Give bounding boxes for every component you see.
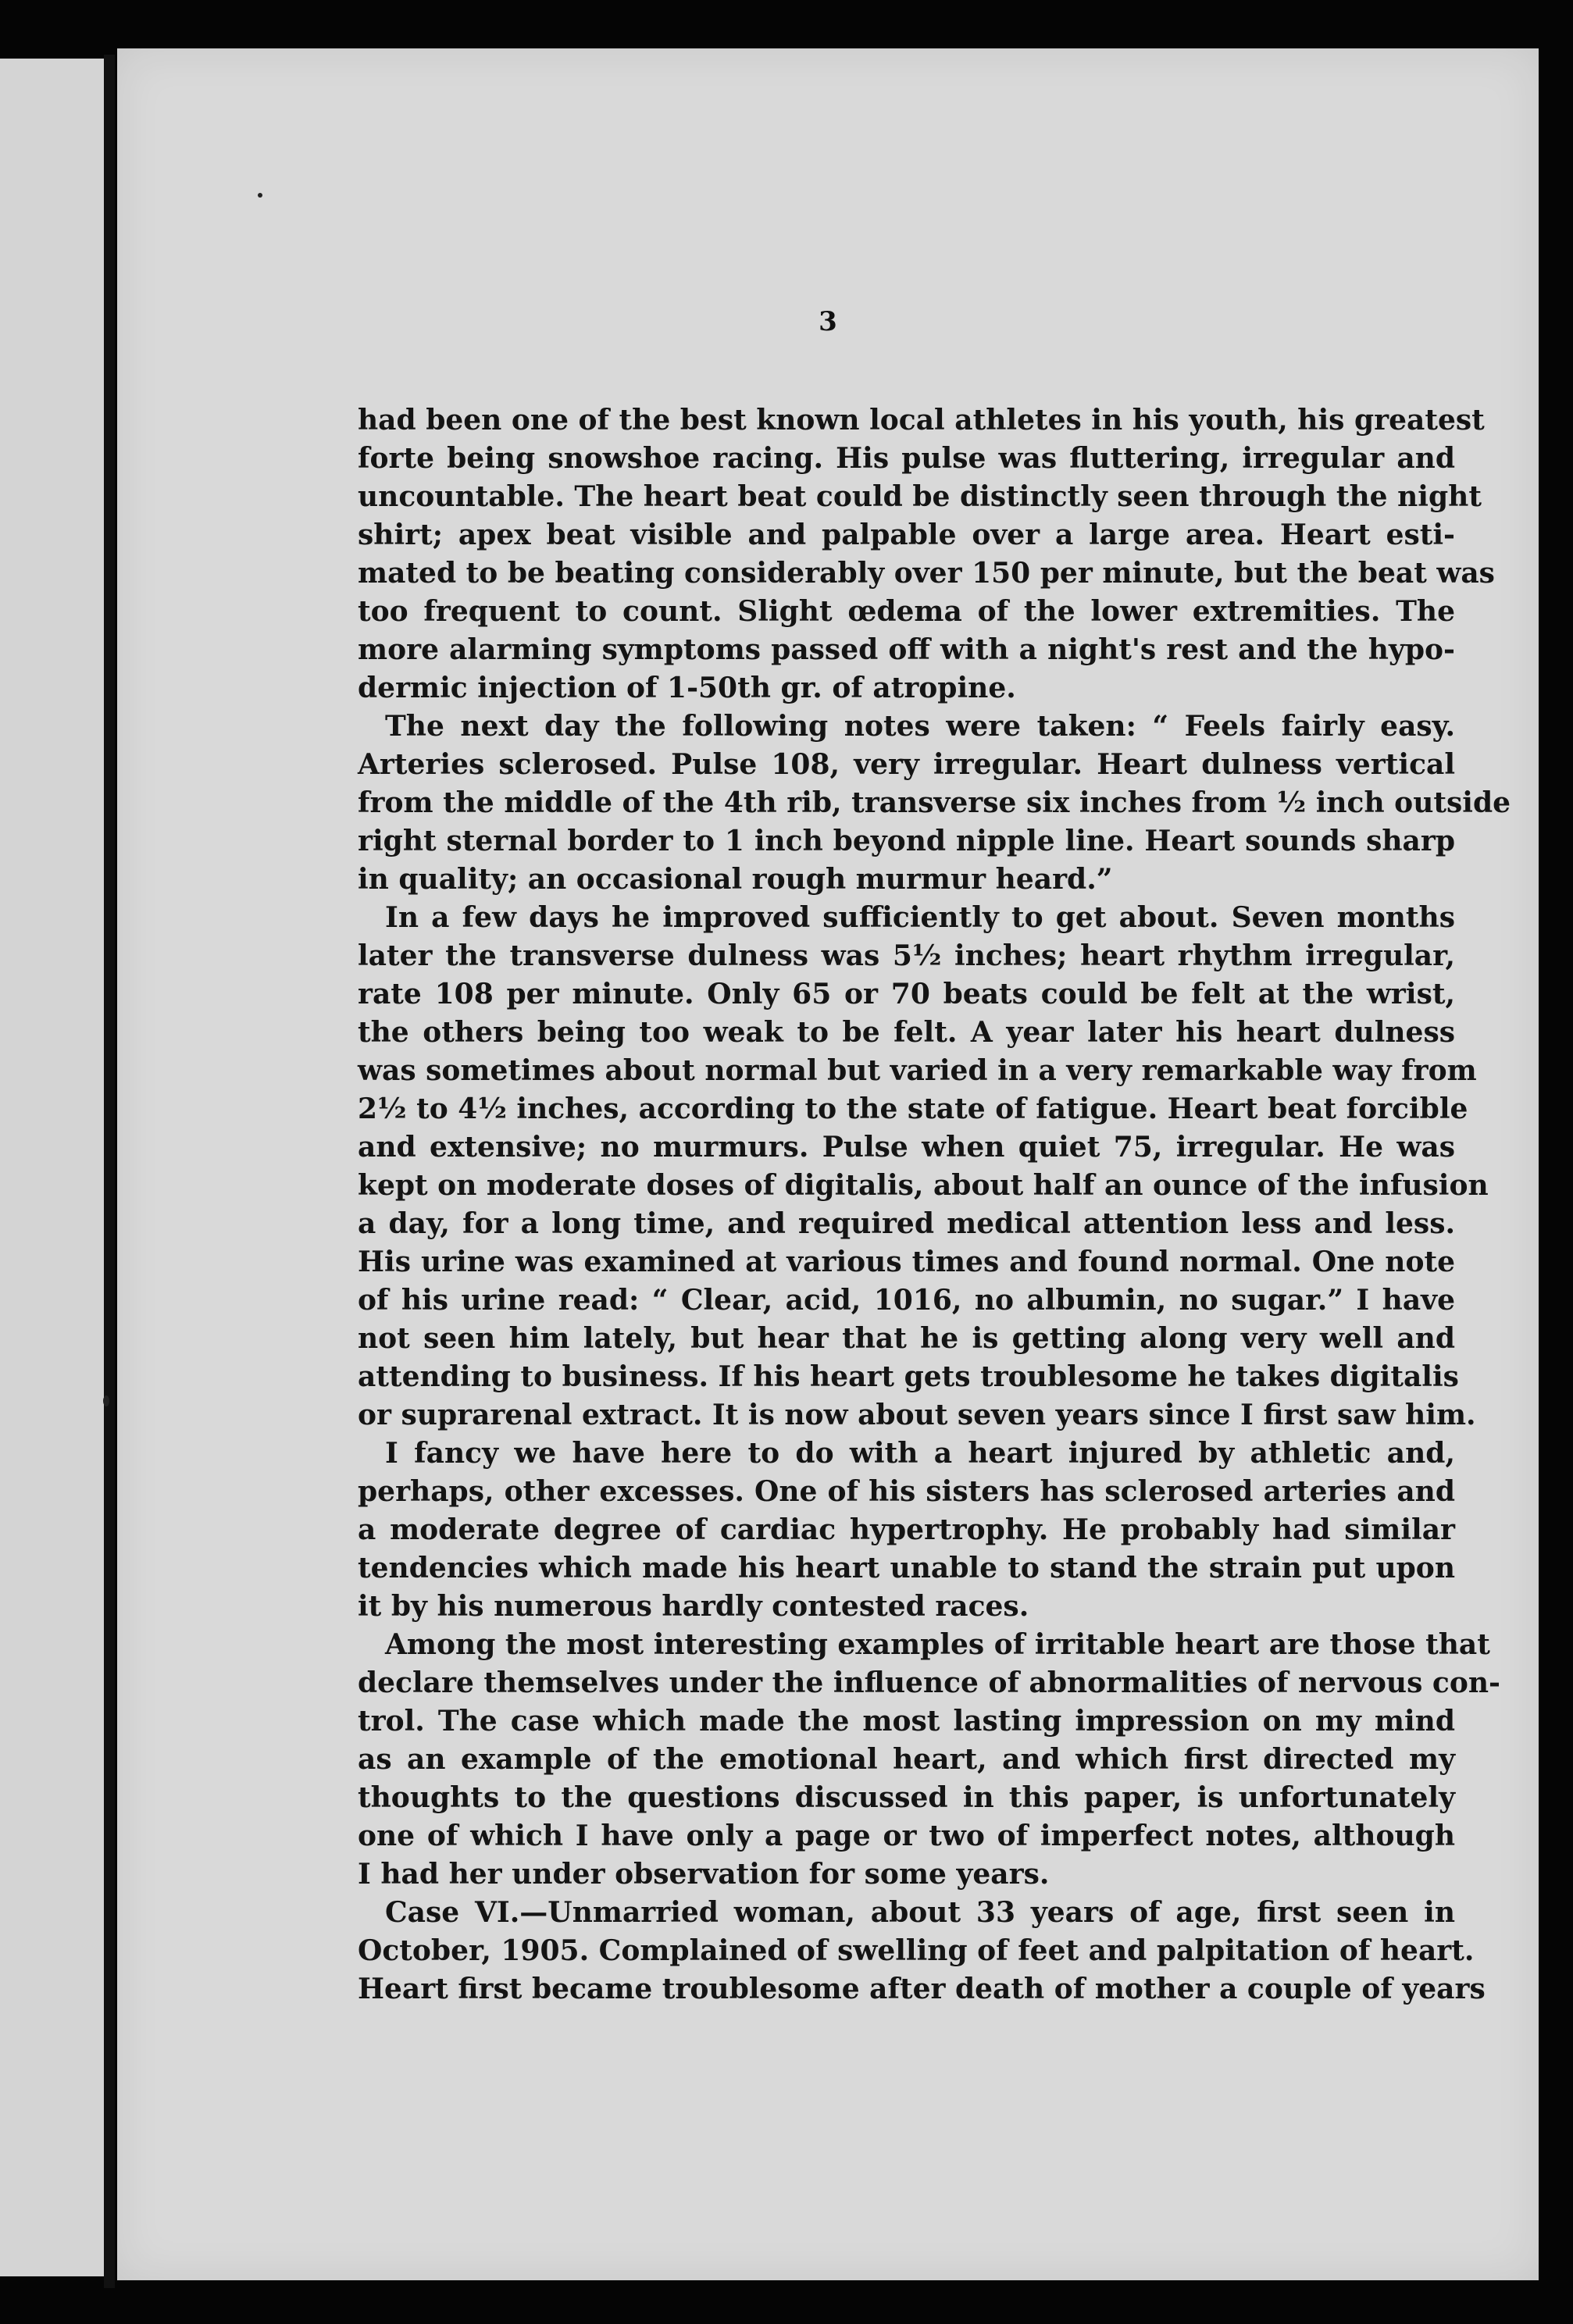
text-line: more alarming symptoms passed off with a night's rest and the hypo- bbox=[358, 633, 1455, 666]
text-line: the others being too weak to be felt. A year later his heart dulness bbox=[358, 1016, 1455, 1049]
page-gutter bbox=[104, 55, 115, 2288]
text-line: it by his numerous hardly contested races. bbox=[358, 1590, 1029, 1623]
text-line: tendencies which made his heart unable to stand the strain put upon bbox=[358, 1552, 1455, 1584]
text-line: not seen him lately, but hear that he is getting along very well and bbox=[358, 1322, 1455, 1355]
paragraph bbox=[358, 1626, 1500, 1894]
text-line: too frequent to count. Slight œdema of the lower extremities. The bbox=[358, 595, 1455, 628]
text-line: or suprarenal extract. It is now about seven years since I first saw him. bbox=[358, 1399, 1476, 1431]
text-line: uncountable. The heart beat could be distinctly seen through the night bbox=[358, 480, 1482, 513]
document-page bbox=[117, 48, 1539, 2280]
text-line: declare themselves under the influence of abnormalities of nervous con- bbox=[358, 1666, 1500, 1699]
text-line: 2½ to 4½ inches, according to the state of fatigue. Heart beat forcible bbox=[358, 1092, 1468, 1125]
paragraph bbox=[358, 899, 1489, 1435]
paragraph bbox=[358, 401, 1495, 708]
text-line: I had her under observation for some years. bbox=[358, 1858, 1050, 1891]
text-line: Among the most interesting examples of irritable heart are those that bbox=[385, 1628, 1490, 1661]
text-line: mated to be beating considerably over 150 per minute, but the beat was bbox=[358, 557, 1495, 590]
text-line: perhaps, other excesses. One of his sisters has sclerosed arteries and bbox=[358, 1475, 1455, 1508]
text-line: shirt; apex beat visible and palpable over a large area. Heart esti- bbox=[358, 519, 1455, 551]
text-line: later the transverse dulness was 5½ inches; heart rhythm irregular, bbox=[358, 939, 1455, 972]
text-line: The next day the following notes were taken: “ Feels fairly easy. bbox=[385, 710, 1455, 743]
text-line: In a few days he improved sufficiently to get about. Seven months bbox=[385, 901, 1455, 934]
text-line: trol. The case which made the most lasting impression on my mind bbox=[358, 1705, 1455, 1738]
page-number: 3 bbox=[819, 306, 837, 337]
text-line: of his urine read: “ Clear, acid, 1016, no albumin, no sugar.” I have bbox=[358, 1284, 1455, 1317]
text-line: Case VI.—Unmarried woman, about 33 years of age, first seen in bbox=[385, 1896, 1455, 1929]
text-line: had been one of the best known local athletes in his youth, his greatest bbox=[358, 404, 1485, 437]
paragraph bbox=[358, 1894, 1486, 2009]
text-line: was sometimes about normal but varied in a very remarkable way from bbox=[358, 1054, 1477, 1087]
text-line: attending to business. If his heart gets troublesome he takes digitalis bbox=[358, 1360, 1459, 1393]
text-line: in quality; an occasional rough murmur heard.” bbox=[358, 863, 1113, 896]
text-line: dermic injection of 1-50th gr. of atropine. bbox=[358, 672, 1016, 704]
text-line: a day, for a long time, and required medical attention less and less. bbox=[358, 1207, 1455, 1240]
facing-page-edge bbox=[0, 59, 109, 2276]
text-line: forte being snowshoe racing. His pulse was fluttering, irregular and bbox=[358, 442, 1455, 475]
text-line: right sternal border to 1 inch beyond nipple line. Heart sounds sharp bbox=[358, 825, 1455, 857]
text-line: a moderate degree of cardiac hypertrophy. He probably had similar bbox=[358, 1513, 1455, 1546]
scan-speck bbox=[103, 1395, 109, 1406]
text-line: one of which I have only a page or two of imperfect notes, although bbox=[358, 1820, 1455, 1852]
text-line: I fancy we have here to do with a heart injured by athletic and, bbox=[385, 1437, 1455, 1470]
scan-speck bbox=[258, 193, 262, 198]
paragraph bbox=[358, 1435, 1455, 1626]
text-line: Arteries sclerosed. Pulse 108, very irregular. Heart dulness vertical bbox=[358, 748, 1455, 781]
text-line: as an example of the emotional heart, and which first directed my bbox=[358, 1743, 1455, 1776]
text-line: and extensive; no murmurs. Pulse when quiet 75, irregular. He was bbox=[358, 1131, 1455, 1164]
text-line: from the middle of the 4th rib, transverse six inches from ½ inch outside bbox=[358, 786, 1511, 819]
text-line: thoughts to the questions discussed in this paper, is unfortunately bbox=[358, 1781, 1455, 1814]
body-text bbox=[358, 401, 1511, 2009]
text-line: rate 108 per minute. Only 65 or 70 beats could be felt at the wrist, bbox=[358, 978, 1455, 1011]
paragraph bbox=[358, 708, 1511, 899]
text-line: His urine was examined at various times and found normal. One note bbox=[358, 1246, 1455, 1278]
text-line: kept on moderate doses of digitalis, about half an ounce of the infusion bbox=[358, 1169, 1489, 1202]
text-line: October, 1905. Complained of swelling of feet and palpitation of heart. bbox=[358, 1934, 1475, 1967]
text-line: Heart first became troublesome after death of mother a couple of years bbox=[358, 1973, 1486, 2005]
